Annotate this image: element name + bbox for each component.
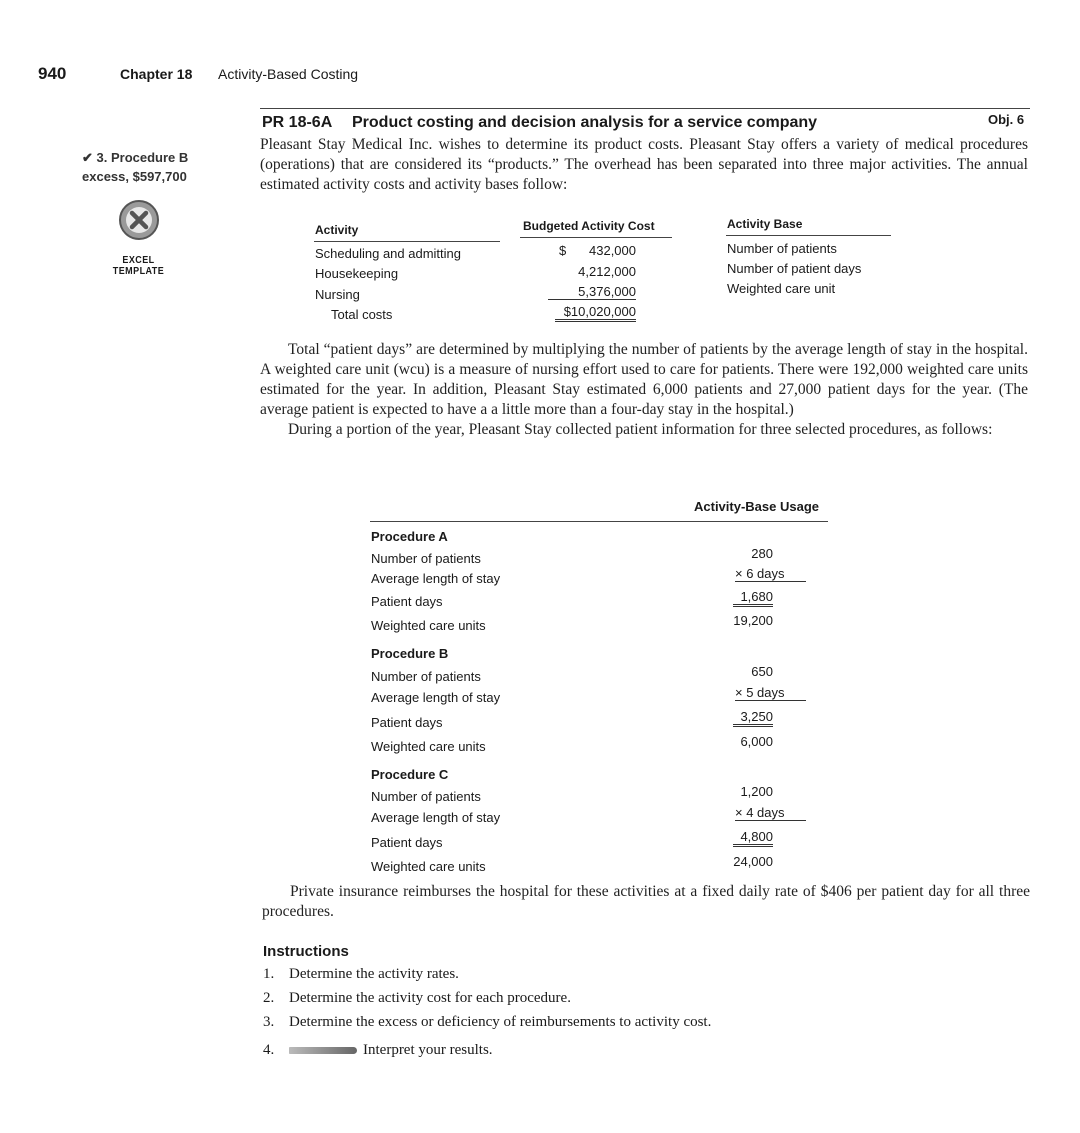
usage-rule — [370, 521, 828, 522]
reimbursement-paragraph: Private insurance reimburses the hospital for these activities at a fixed daily rate of $406 per patient day for all three procedures. — [262, 883, 1030, 920]
activity-cost: 432,000 — [589, 243, 636, 258]
instruction-number: 1. — [263, 966, 275, 982]
page-number: 940 — [38, 64, 67, 83]
procedure-row-value: × 5 days — [735, 685, 806, 701]
instruction-item — [263, 1042, 493, 1059]
activity-name: Nursing — [315, 287, 360, 302]
procedure-row-label: Weighted care units — [371, 739, 486, 754]
procedure-row-value: 1,200 — [740, 784, 773, 799]
instruction-number: 2. — [263, 990, 275, 1006]
excel-template-label: EXCEL TEMPLATE — [112, 255, 165, 277]
excel-template-icon[interactable] — [118, 199, 160, 241]
column-rule — [314, 241, 500, 242]
procedure-row-value: × 6 days — [735, 566, 806, 582]
activity-base: Number of patients — [727, 241, 837, 256]
total-cost-value: $10,020,000 — [555, 304, 636, 322]
instruction-text: Determine the activity rates. — [289, 966, 459, 982]
total-costs-label: Total costs — [331, 307, 393, 322]
instruction-text: Interpret your results. — [363, 1042, 493, 1058]
instruction-number: 3. — [263, 1014, 275, 1030]
procedure-row-label: Weighted care units — [371, 859, 486, 874]
procedure-row-label: Average length of stay — [371, 690, 501, 705]
usage-column-header: Activity-Base Usage — [694, 499, 819, 514]
procedure-row-value: 3,250 — [733, 709, 773, 727]
column-rule — [726, 235, 891, 236]
problem-id: PR 18-6A — [262, 114, 333, 131]
instruction-text: Determine the excess or deficiency of reimbursements to activity cost. — [289, 1014, 712, 1030]
web-activity-icon — [289, 1047, 357, 1054]
procedure-row-value: 650 — [751, 664, 773, 679]
procedure-row-label: Average length of stay — [371, 571, 501, 586]
instruction-item — [263, 1014, 711, 1031]
check-figure-line2: excess, $597,700 — [82, 169, 187, 184]
instruction-text: Determine the activity cost for each procedure. — [289, 990, 571, 1006]
activity-base: Weighted care unit — [727, 281, 836, 296]
procedure-row-value: 19,200 — [733, 613, 773, 628]
instruction-number: 4. — [263, 1042, 275, 1058]
activity-column-header: Activity — [315, 223, 359, 237]
procedure-row-label: Patient days — [371, 715, 443, 730]
check-figure — [82, 148, 188, 186]
procedure-intro-text: During a portion of the year, Pleasant Stay collected patient information for three selected procedures, as follows: — [288, 421, 993, 438]
procedure-row-label: Average length of stay — [371, 810, 501, 825]
activity-name: Housekeeping — [315, 266, 399, 281]
chapter-title: Activity-Based Costing — [218, 66, 359, 82]
procedure-row-label: Patient days — [371, 835, 443, 850]
instruction-item — [263, 990, 571, 1007]
instruction-item — [263, 966, 459, 983]
check-figure-line1: ✔ 3. Procedure B — [82, 150, 189, 165]
intro-paragraph: Pleasant Stay Medical Inc. wishes to determine its product costs. Pleasant Stay offers a variety of medical procedures (operations) that are considered its “products.” The overhead has been separated into three major activities. The annual estimated activity costs and activity bases follow: — [260, 136, 1028, 193]
procedure-row-label: Weighted care units — [371, 618, 486, 633]
problem-title: Product costing and decision analysis for a service company — [352, 114, 818, 131]
procedure-row-value: 24,000 — [733, 854, 773, 869]
column-rule — [520, 237, 672, 238]
dollar-sign: $ — [559, 243, 567, 258]
procedure-row-value: 6,000 — [740, 734, 773, 749]
activity-cost: 5,376,000 — [548, 284, 636, 300]
procedure-row-value: × 4 days — [735, 805, 806, 821]
patient-days-text: Total “patient days” are determined by multiplying the number of patients by the average length of stay in the hospital. A weighted care unit (wcu) is a measure of nursing effort used to care for patients. There were 192,000 weighted care units estimated for the year. In addition, Pleasant Stay estimated 6,000 patients and 27,000 patient days for the year. (The average patient is expected to have a a little more than a four-day stay in the hospital.) — [260, 341, 1028, 418]
activity-base: Number of patient days — [727, 261, 862, 276]
procedure-row-label: Number of patients — [371, 551, 481, 566]
procedure-a-heading: Procedure A — [371, 529, 448, 544]
procedure-c-heading: Procedure C — [371, 767, 449, 782]
base-column-header: Activity Base — [727, 217, 803, 231]
chapter-label: Chapter 18 — [120, 66, 193, 82]
activity-name: Scheduling and admitting — [315, 246, 461, 261]
procedure-row-value: 280 — [751, 546, 773, 561]
cost-column-header: Budgeted Activity Cost — [523, 219, 655, 233]
procedure-row-label: Number of patients — [371, 789, 481, 804]
instructions-heading: Instructions — [263, 943, 349, 960]
patient-days-paragraph — [260, 340, 1028, 440]
procedure-row-value: 4,800 — [733, 829, 773, 847]
heading-rule — [260, 108, 1030, 109]
procedure-row-label: Patient days — [371, 594, 443, 609]
procedure-row-value: 1,680 — [733, 589, 773, 607]
objective-label: Obj. 6 — [988, 112, 1025, 127]
procedure-row-label: Number of patients — [371, 669, 481, 684]
procedure-b-heading: Procedure B — [371, 646, 449, 661]
activity-cost: 4,212,000 — [578, 264, 636, 279]
